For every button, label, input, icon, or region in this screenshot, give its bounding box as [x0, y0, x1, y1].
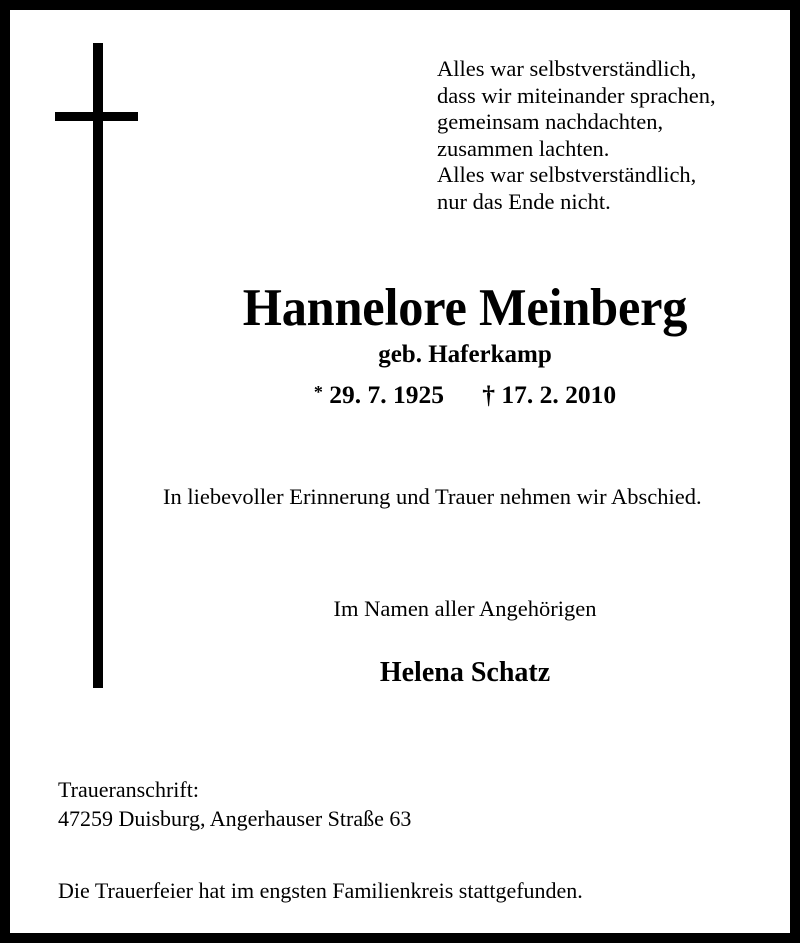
death-date: 17. 2. 2010	[501, 380, 617, 409]
frame-border-top	[0, 0, 800, 10]
frame-border-right	[790, 0, 800, 943]
frame-border-left	[0, 0, 10, 943]
verse-line: gemeinsam nachdachten,	[437, 109, 664, 134]
frame-border-bottom	[0, 933, 800, 943]
deceased-name: Hannelore Meinberg	[242, 279, 688, 337]
footer-block	[58, 775, 758, 905]
verse-line: nur das Ende nicht.	[437, 188, 611, 214]
death-symbol: †	[482, 380, 495, 409]
signer-name: Helena Schatz	[379, 657, 551, 688]
life-dates	[120, 376, 800, 411]
birth-date: 29. 7. 1925	[329, 380, 444, 409]
birth-symbol: *	[313, 382, 323, 402]
mourning-address: 47259 Duisburg, Angerhauser Straße 63	[58, 806, 412, 831]
cross-vertical-bar	[93, 43, 103, 688]
memorial-verse	[437, 56, 767, 215]
funeral-service-note: Die Trauerfeier hat im engsten Familienkreis stattgefunden.	[58, 878, 583, 903]
verse-line: zusammen lachten.	[437, 135, 610, 161]
notice-content-area	[10, 10, 790, 933]
farewell-message: In liebevoller Erinnerung und Trauer nehmen wir Abschied.	[163, 484, 702, 509]
deceased-maiden-name: geb. Haferkamp	[378, 341, 552, 368]
verse-line: Alles war selbstverständlich,	[437, 56, 697, 81]
verse-line: dass wir miteinander sprachen,	[437, 82, 716, 108]
address-label: Traueranschrift:	[58, 777, 199, 802]
deceased-name-block	[120, 280, 800, 411]
cross-horizontal-bar	[55, 112, 138, 121]
on-behalf-line: Im Namen aller Angehörigen	[333, 596, 597, 621]
verse-line: Alles war selbstverständlich,	[437, 162, 697, 187]
